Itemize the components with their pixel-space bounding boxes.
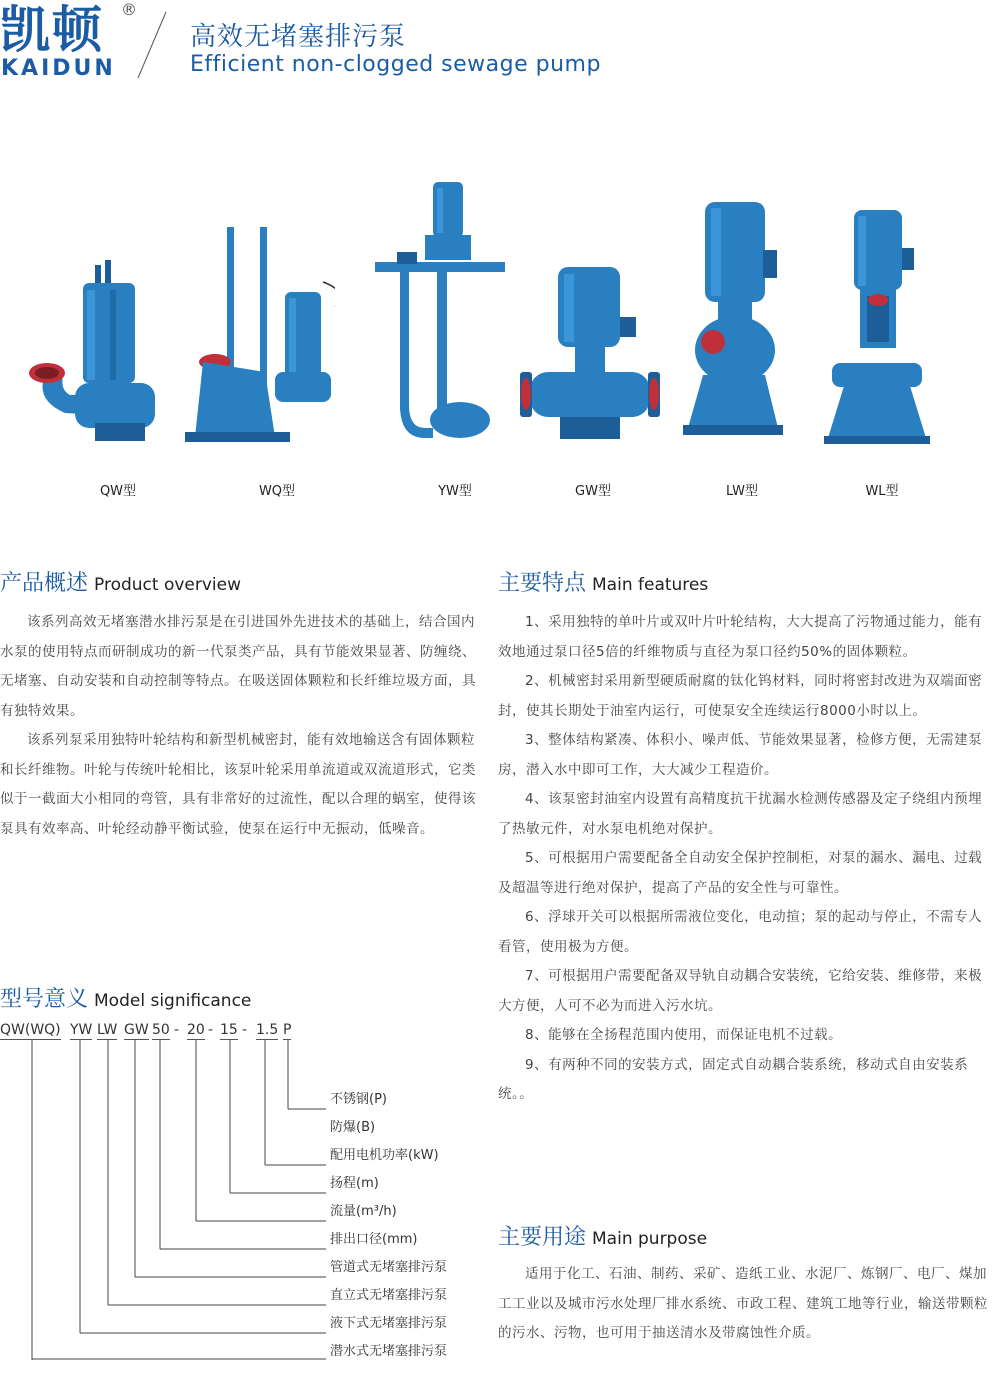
code-flow: 20 [187, 1022, 205, 1038]
pump-label-qw: QW型 [99, 484, 137, 499]
feature-item: 7、可根据用户需要配备双导轨自动耦合安装统，它给安装、维修带，来极大方便，人可不必为而进入污水坑。 [498, 968, 983, 1014]
code-material: P [283, 1022, 292, 1038]
yw-pump-image [375, 180, 510, 445]
features-title-cn: 主要特点 [498, 571, 587, 596]
model-heading [0, 982, 251, 1013]
model-label-gw: 管道式无堵塞排污泵 [330, 1260, 448, 1275]
features-title-en: Main features [592, 575, 709, 595]
feature-item: 3、整体结构紧凑、体积小、噪声低、节能效果显著，检修方便，无需建泵房，潜入水中即可工作，大大减少工程造价。 [498, 732, 983, 778]
code-dash: - [174, 1022, 180, 1038]
pump-label-lw: LW型 [726, 484, 758, 499]
brand-logo-cn: 凯顿 [0, 1, 104, 59]
model-label-qw: 潜水式无堵塞排污泵 [330, 1344, 448, 1359]
registered-mark: ® [121, 0, 137, 19]
wq-pump-image [185, 222, 335, 452]
lw-pump-image [683, 200, 783, 440]
pump-label-wl: WL型 [865, 484, 899, 499]
overview-text [0, 608, 488, 844]
model-label-flow: 流量(m³/h) [330, 1204, 397, 1219]
overview-paragraph: 该系列高效无堵塞潜水排污泵是在引进国外先进技术的基础上，结合国内水泵的使用特点而研制成功的新一代泵类产品，具有节能效果显著、防缠绕、无堵塞、自动安装和自动控制等特点。在吸送固体颗粒和长纤维垃圾方面，具有独特效果。 [0, 614, 476, 719]
gw-pump-image [520, 262, 660, 447]
code-head: 15 [220, 1022, 238, 1038]
pump-label-gw: GW型 [575, 484, 611, 499]
purpose-title-en: Main purpose [592, 1229, 708, 1249]
pump-label-yw: YW型 [438, 484, 472, 499]
model-label-stainless: 不锈钢(P) [330, 1092, 387, 1107]
model-label-head: 扬程(m) [330, 1176, 379, 1191]
model-title-en: Model significance [94, 991, 252, 1011]
pump-label-wq: WQ型 [258, 484, 296, 499]
overview-paragraph: 该系列泵采用独特叶轮结构和新型机械密封，能有效地输送含有固体颗粒和长纤维物。叶轮与传统叶轮相比，该泵叶轮采用单流道或双流道形式，它类似于一截面大小相同的弯管，具有非常好的过流性，配以合理的蜗室，使得该泵具有效率高、叶轮经动静平衡试验，使泵在运行中无振动，低噪音。 [0, 732, 476, 837]
purpose-title-cn: 主要用途 [498, 1225, 587, 1250]
feature-item: 2、机械密封采用新型硬质耐腐的钛化钨材料，同时将密封改进为双端面密封，使其长期处于油室内运行，可使泵安全连续运行8000小时以上。 [498, 673, 983, 719]
features-heading [498, 566, 708, 597]
feature-item: 1、采用独特的单叶片或双叶片叶轮结构，大大提高了污物通过能力，能有效地通过泵口径5倍的纤维物质与直径为泵口径约50%的固体颗粒。 [498, 614, 983, 660]
features-list [498, 608, 990, 1110]
page-title-cn: 高效无堵塞排污泵 [190, 22, 407, 52]
purpose-text [498, 1260, 990, 1349]
qw-pump-image [25, 255, 165, 450]
overview-heading [0, 566, 241, 597]
feature-item: 6、浮球开关可以根据所需液位变化，电动揎；泵的起动与停止，不需专人看管，使用极为方便。 [498, 909, 983, 955]
model-label-diameter: 排出口径(mm) [330, 1232, 418, 1247]
feature-item: 8、能够在全扬程范围内使用，而保证电机不过载。 [525, 1027, 843, 1043]
code-diameter: 50 [152, 1022, 170, 1038]
wl-pump-image [822, 208, 932, 448]
model-label-lw: 直立式无堵塞排污泵 [330, 1288, 448, 1303]
overview-title-cn: 产品概述 [0, 571, 89, 596]
model-title-cn: 型号意义 [0, 987, 89, 1012]
brand-logo-en: KAIDUN [1, 56, 116, 81]
divider-slash [128, 10, 168, 82]
page-title-en: Efficient non-clogged sewage pump [190, 52, 601, 77]
model-label-explosion: 防爆(B) [330, 1120, 376, 1135]
code-yw: YW [70, 1022, 93, 1038]
code-dash: - [242, 1022, 248, 1038]
model-connector-lines [0, 1040, 335, 1360]
model-label-power: 配用电机功率(kW) [330, 1148, 439, 1163]
purpose-paragraph: 适用于化工、石油、制药、采矿、造纸工业、水泥厂、炼钢厂、电厂、煤加工工业以及城市污水处理厂排水系统、市政工程、建筑工地等行业，输送带颗粒的污水、污物，也可用于抽送清水及带腐蚀性介质。 [498, 1266, 988, 1341]
model-label-yw: 液下式无堵塞排污泵 [330, 1316, 448, 1331]
feature-item: 4、该泵密封油室内设置有高精度抗干扰漏水检测传感器及定子绕组内预埋了热敏元件，对水泵电机绝对保护。 [498, 791, 983, 837]
purpose-heading [498, 1220, 707, 1251]
code-dash: - [208, 1022, 214, 1038]
code-gw: GW [124, 1022, 149, 1038]
code-qw: QW(WQ) [0, 1022, 61, 1038]
feature-item: 9、有两种不同的安装方式，固定式自动耦合装系统，移动式自由安装系统。。 [498, 1056, 969, 1102]
feature-item: 5、可根据用户需要配备全自动安全保护控制柜，对泵的漏水、漏电、过载及超温等进行绝对保护，提高了产品的安全性与可靠性。 [498, 850, 983, 896]
code-power: 1.5 [256, 1022, 279, 1038]
code-lw: LW [97, 1022, 118, 1038]
overview-title-en: Product overview [94, 575, 242, 595]
